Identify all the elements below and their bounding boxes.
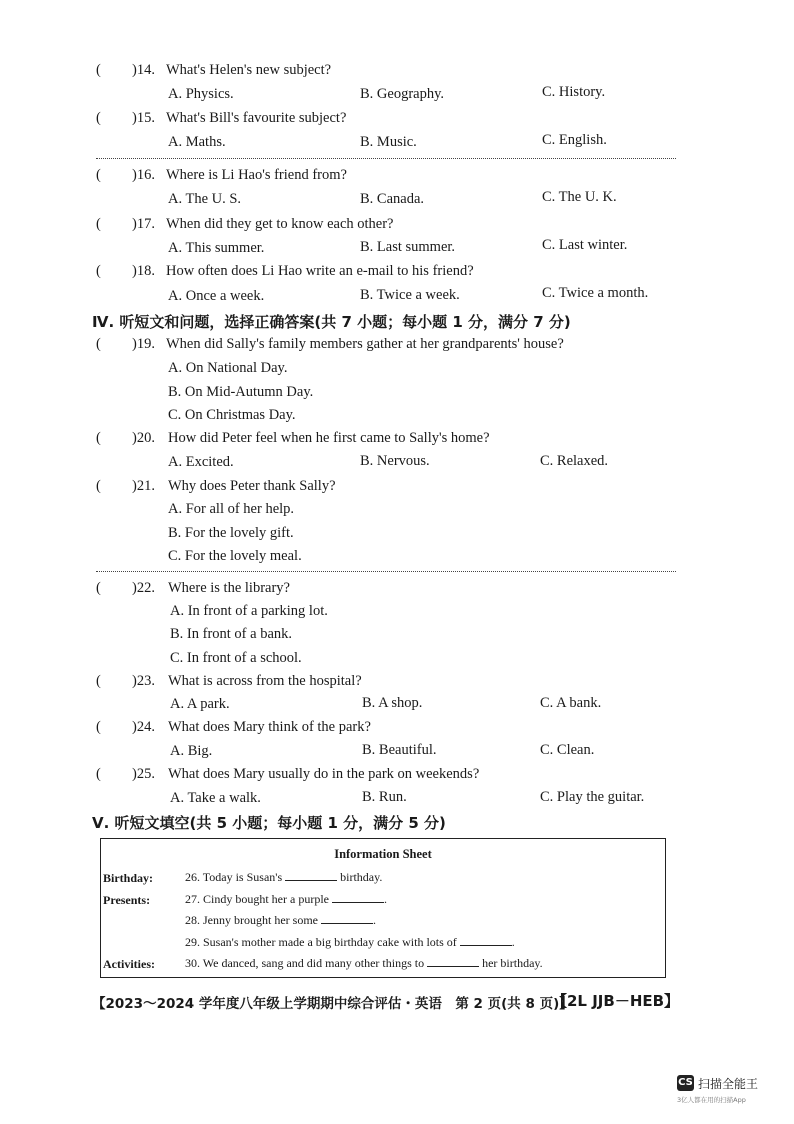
option-c[interactable]: C. For the lovely meal. (168, 548, 302, 564)
question-text: What's Bill's favourite subject? (166, 110, 347, 126)
question-number: )19. (132, 336, 155, 352)
section-heading: Ⅳ. 听短文和问题，选择正确答案(共 7 小题；每小题 1 分，满分 7 分) (92, 313, 571, 331)
question-number: )25. (132, 766, 155, 782)
option-b[interactable]: B. For the lovely gift. (168, 525, 294, 541)
answer-blank-27[interactable] (332, 892, 384, 903)
answer-bracket[interactable]: ( (96, 216, 101, 232)
option-b[interactable]: B. Twice a week. (360, 287, 460, 303)
answer-bracket[interactable]: ( (96, 336, 101, 352)
option-a[interactable]: A. This summer. (168, 240, 265, 256)
option-c[interactable]: C. Relaxed. (540, 453, 609, 469)
option-b[interactable]: B. Canada. (360, 191, 425, 207)
question-number: )20. (132, 430, 155, 446)
question-text: What's Helen's new subject? (166, 62, 332, 78)
question-text: What does Mary think of the park? (168, 719, 371, 735)
question-text: Where is Li Hao's friend from? (166, 167, 347, 183)
answer-bracket[interactable]: ( (96, 110, 101, 126)
option-c[interactable]: C. English. (542, 132, 607, 148)
option-c[interactable]: C. Last winter. (542, 237, 628, 253)
scanner-app-name: 扫描全能王 (698, 1077, 759, 1091)
answer-bracket[interactable]: ( (96, 580, 101, 596)
question-number: )24. (132, 719, 155, 735)
information-sheet-title: Information Sheet (334, 847, 432, 861)
answer-blank-30[interactable] (427, 956, 479, 967)
question-number: )14. (132, 62, 155, 78)
birthday-label: Birthday: (103, 871, 154, 885)
question-text: How did Peter feel when he first came to Sally's home? (168, 430, 490, 446)
option-c[interactable]: C. On Christmas Day. (168, 407, 296, 423)
question-text: When did they get to know each other? (166, 216, 394, 232)
option-b[interactable]: B. Last summer. (360, 239, 456, 255)
option-a[interactable]: A. Physics. (168, 86, 234, 102)
answer-bracket[interactable]: ( (96, 62, 101, 78)
answer-bracket[interactable]: ( (96, 263, 101, 279)
question-text: What is across from the hospital? (168, 673, 362, 689)
answer-blank-28[interactable] (321, 913, 373, 924)
option-b[interactable]: B. A shop. (362, 695, 423, 711)
answer-bracket[interactable]: ( (96, 167, 101, 183)
scanner-tagline: 3亿人都在用的扫描App (677, 1096, 746, 1104)
option-b[interactable]: B. On Mid-Autumn Day. (168, 384, 314, 400)
dotted-divider (96, 571, 676, 572)
option-c[interactable]: C. The U. K. (542, 189, 617, 205)
option-a[interactable]: A. Big. (170, 743, 213, 759)
question-number: )23. (132, 673, 155, 689)
option-c[interactable]: C. A bank. (540, 695, 602, 711)
option-a[interactable]: A. Once a week. (168, 288, 265, 304)
answer-blank-26[interactable] (285, 870, 337, 881)
answer-blank-29[interactable] (460, 935, 512, 946)
dotted-divider (96, 158, 676, 159)
blank-line-27: 27. Cindy bought her a purple . (185, 892, 387, 906)
section-heading: Ⅴ. 听短文填空(共 5 小题；每小题 1 分，满分 5 分) (92, 814, 446, 832)
answer-bracket[interactable]: ( (96, 673, 101, 689)
information-sheet (100, 838, 666, 978)
blank-line-30: 30. We danced, sang and did many other things to her birthday. (185, 956, 543, 970)
option-b[interactable]: B. Beautiful. (362, 742, 437, 758)
question-number: )16. (132, 167, 155, 183)
option-b[interactable]: B. Nervous. (360, 453, 430, 469)
page-footer: 【2023～2024 学年度八年级上学期期中综合评估・英语 第 2 页(共 8 页)】 (92, 996, 573, 1012)
question-text: How often does Li Hao write an e-mail to his friend? (166, 263, 474, 279)
option-a[interactable]: A. The U. S. (168, 191, 242, 207)
question-number: )15. (132, 110, 155, 126)
option-c[interactable]: C. Play the guitar. (540, 789, 645, 805)
option-b[interactable]: B. In front of a bank. (170, 626, 293, 642)
camscanner-logo-icon: CS (677, 1075, 694, 1091)
option-a[interactable]: A. Take a walk. (170, 790, 261, 806)
option-a[interactable]: A. On National Day. (168, 360, 288, 376)
question-number: )17. (132, 216, 155, 232)
option-c[interactable]: C. Clean. (540, 742, 595, 758)
answer-bracket[interactable]: ( (96, 478, 101, 494)
question-text: Why does Peter thank Sally? (168, 478, 336, 494)
exam-code: 【2L JJB－HEB】 (552, 992, 680, 1010)
option-c[interactable]: C. History. (542, 84, 606, 100)
option-b[interactable]: B. Geography. (360, 86, 445, 102)
question-text: What does Mary usually do in the park on weekends? (168, 766, 480, 782)
question-number: )18. (132, 263, 155, 279)
option-a[interactable]: A. For all of her help. (168, 501, 295, 517)
answer-bracket[interactable]: ( (96, 430, 101, 446)
question-text: When did Sally's family members gather at her grandparents' house? (166, 336, 564, 352)
option-a[interactable]: A. Excited. (168, 454, 234, 470)
question-text: Where is the library? (168, 580, 290, 596)
option-c[interactable]: C. In front of a school. (170, 650, 302, 666)
answer-bracket[interactable]: ( (96, 719, 101, 735)
option-c[interactable]: C. Twice a month. (542, 285, 649, 301)
option-b[interactable]: B. Run. (362, 789, 407, 805)
option-a[interactable]: A. A park. (170, 696, 230, 712)
question-number: )21. (132, 478, 155, 494)
option-a[interactable]: A. In front of a parking lot. (170, 603, 328, 619)
presents-label: Presents: (103, 893, 151, 907)
blank-line-28: 28. Jenny brought her some . (185, 913, 376, 927)
option-a[interactable]: A. Maths. (168, 134, 226, 150)
blank-line-26: 26. Today is Susan's birthday. (185, 870, 383, 884)
activities-label: Activities: (103, 957, 155, 971)
question-number: )22. (132, 580, 155, 596)
blank-line-29: 29. Susan's mother made a big birthday cake with lots of . (185, 935, 515, 949)
option-b[interactable]: B. Music. (360, 134, 417, 150)
answer-bracket[interactable]: ( (96, 766, 101, 782)
